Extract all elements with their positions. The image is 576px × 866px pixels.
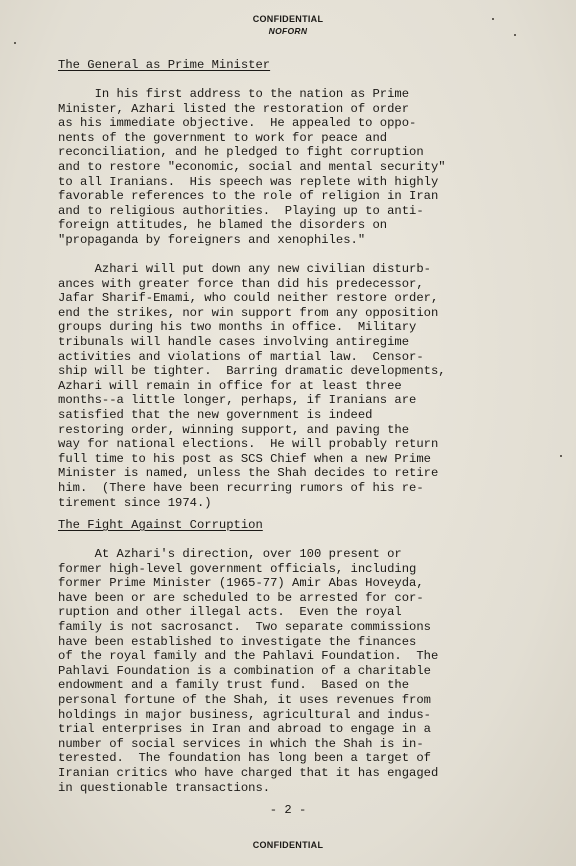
classification-marking-top: CONFIDENTIAL [252, 14, 324, 24]
classification-marking-bottom: CONFIDENTIAL [252, 840, 324, 850]
paragraph-first-address: In his first address to the nation as Prime Minister, Azhari listed the restoration of order as his immediate objective. He appealed to oppo- nents of the government to work for peace and reconciliation, and he pledged to fight corruption and to restore "economic, social and mental security" to all Iranians. His speech was replete with highly favorable references to the role of religion in Iran and to religious authorities. Playing up to anti- foreign attitudes, he blamed the disorders on "propaganda by foreigners and xenophiles." [58, 87, 446, 247]
scan-speck [492, 18, 494, 20]
section-heading-fight-against-corruption: The Fight Against Corruption [58, 518, 263, 532]
section-heading-general-as-prime-minister: The General as Prime Minister [58, 58, 271, 72]
scan-speck [514, 34, 516, 36]
paragraph-azhari-outlook: Azhari will put down any new civilian disturb- ances with greater force than did his predecessor, Jafar Sharif-Emami, who could neither restore order, end the strikes, nor win support from any opposition groups during his two months in office. Military tribunals will handle cases involving antiregime activities and violations of martial law. Censor- ship will be tighter. Barring dramatic developments, Azhari will remain in office for at least three months--a little longer, perhaps, if Iranians are satisfied that the new government is indeed restoring order, winning support, and paving the way for national elections. He will probably return full time to his post as SCS Chief when a new Prime Minister is named, unless the Shah decides to retire him. (There have been recurring rumors of his re- tirement since 1974.) [58, 262, 446, 510]
paragraph-corruption-investigations: At Azhari's direction, over 100 present or former high-level government officials, including former Prime Minister (1965-77) Amir Abas Hoveyda, have been or are scheduled to be arrested for cor- ruption and other illegal acts. Even the royal family is not sacrosanct. Two separate commissions have been established to investigate the finances of the royal family and the Pahlavi Foundation. The Pahlavi Foundation is a combination of a charitable endowment and a family trust fund. Based on the personal fortune of the Shah, it uses revenues from holdings in major business, agricultural and indus- trial enterprises in Iran and abroad to engage in a number of social services in which the Shah is in- terested. The foundation has long been a target of Iranian critics who have charged that it has engaged in questionable transactions. [58, 547, 439, 795]
dissemination-marking: NOFORN [268, 26, 308, 36]
scan-speck [14, 42, 16, 44]
scan-speck [560, 455, 562, 457]
page-number: - 2 - [269, 803, 307, 817]
